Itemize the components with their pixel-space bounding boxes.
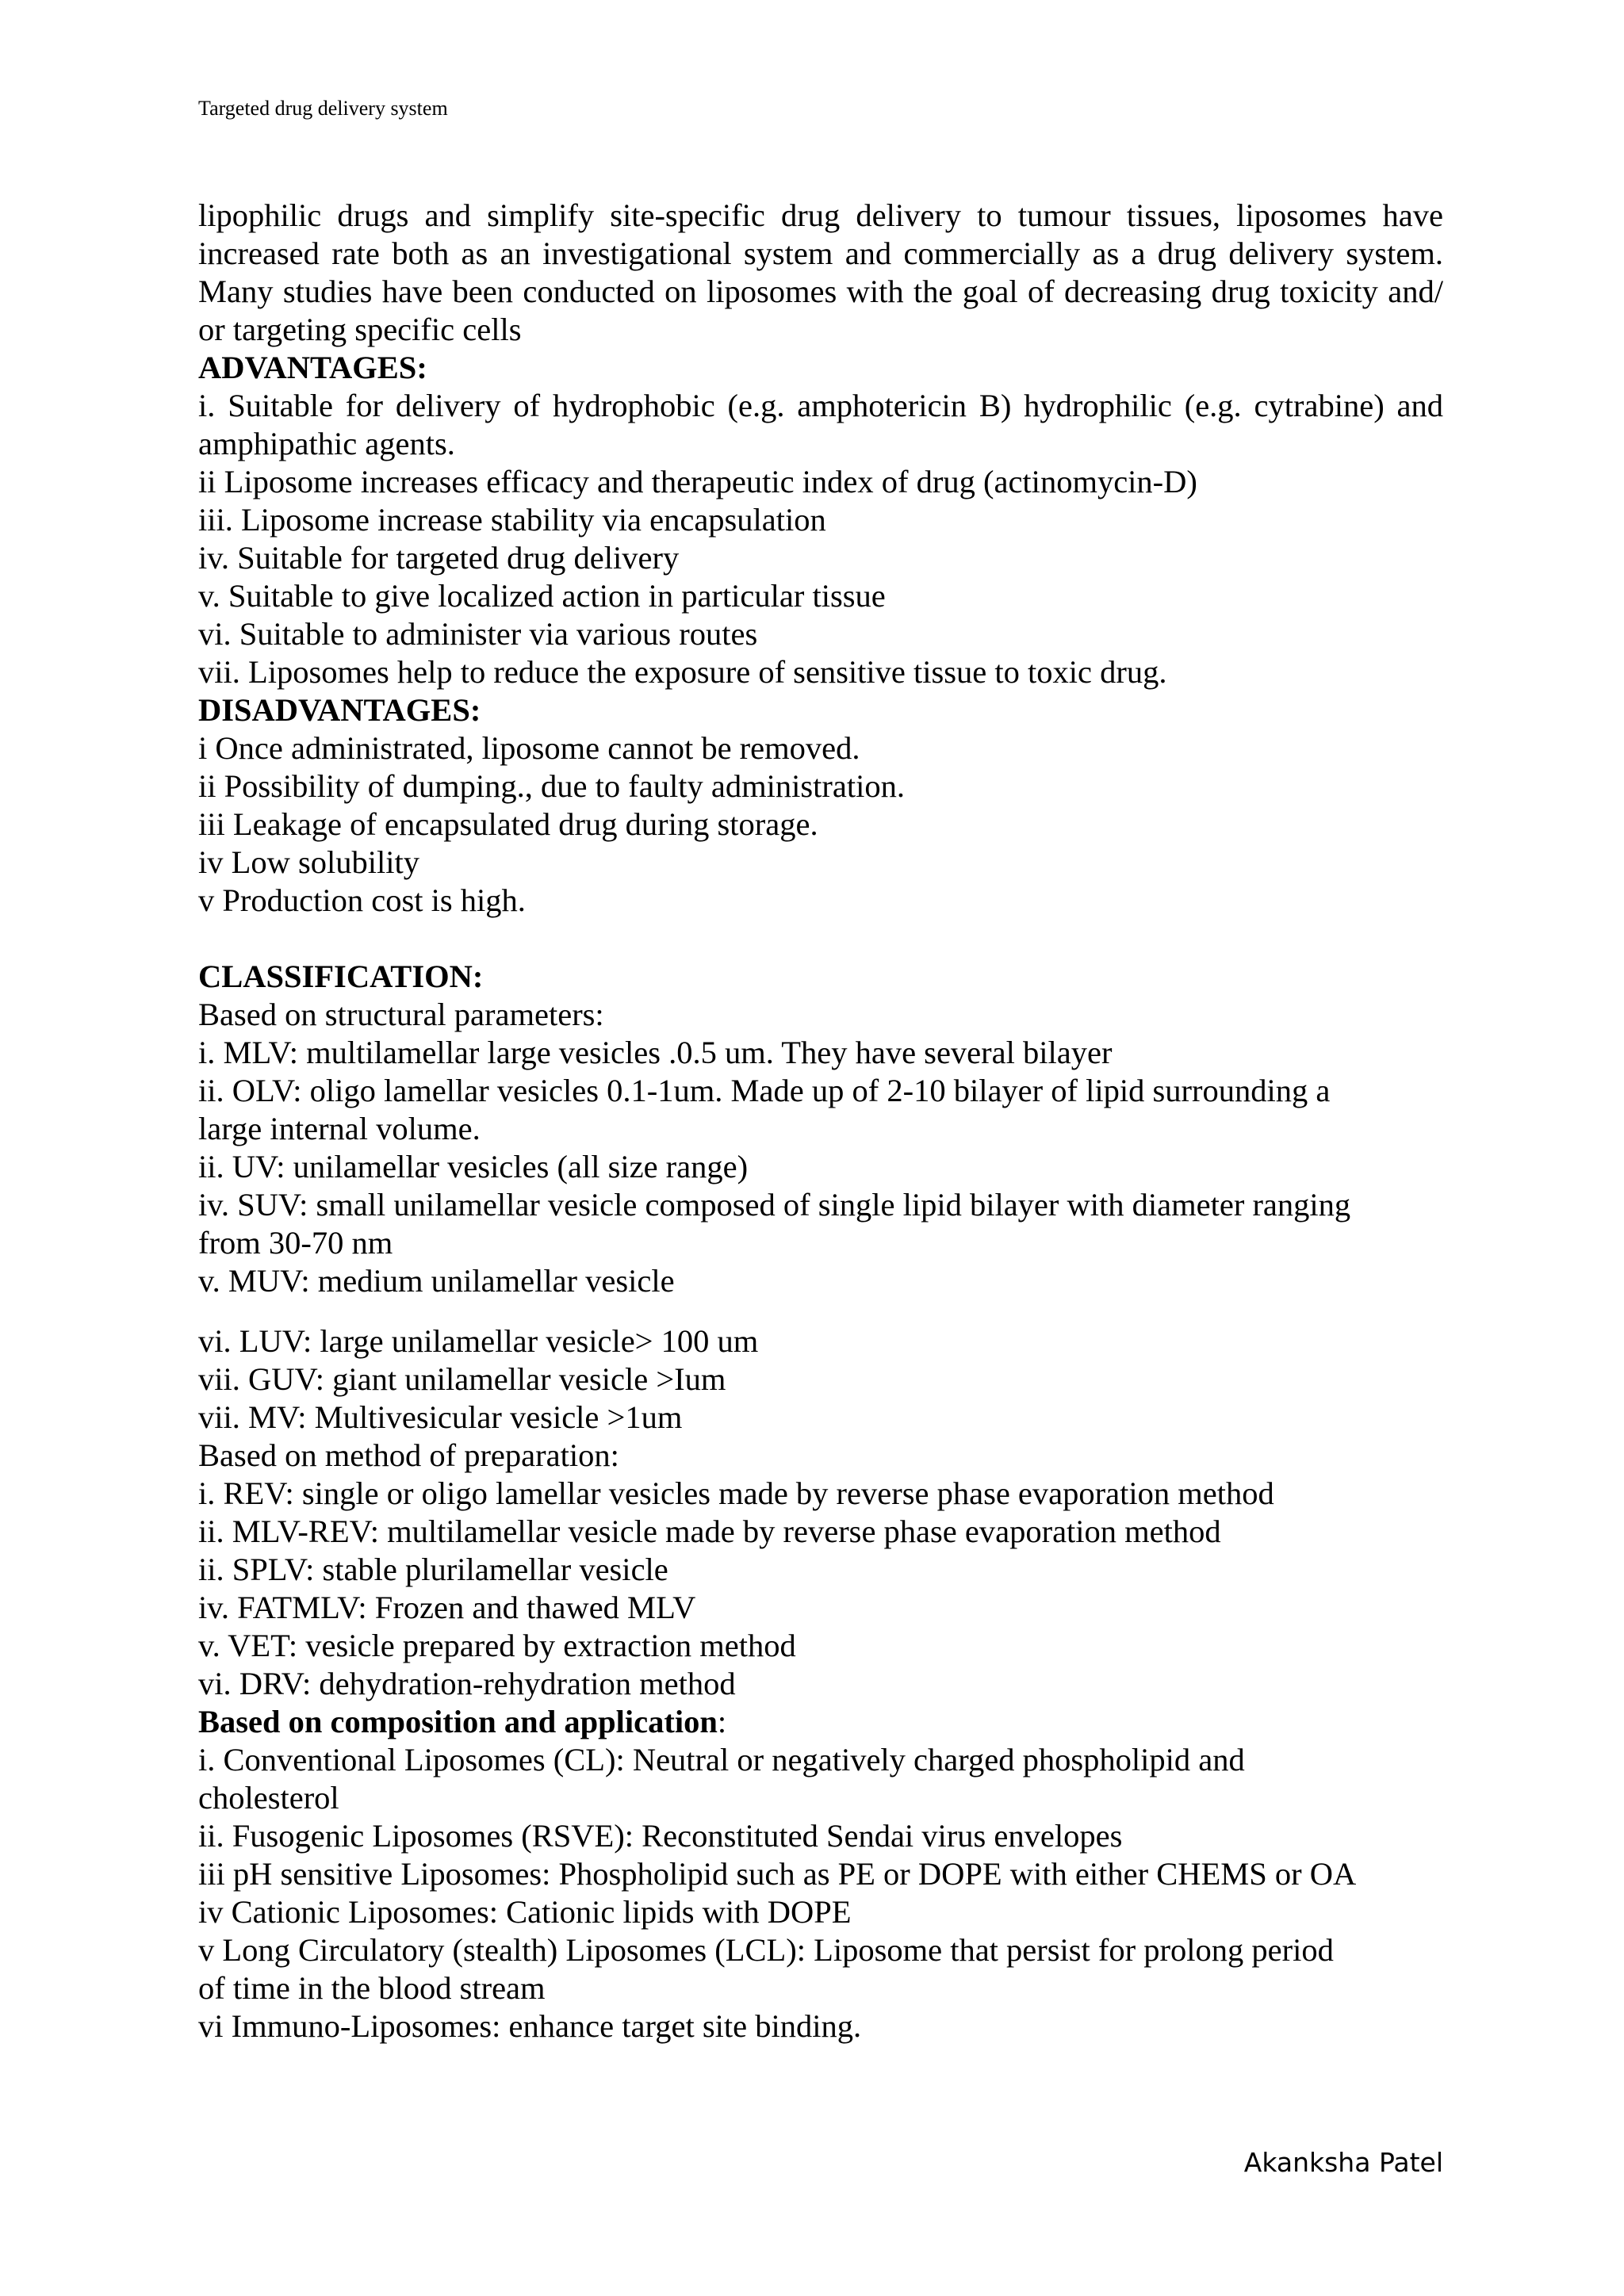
preparation-item: i. REV: single or oligo lamellar vesicles made by reverse phase evaporation method — [198, 1475, 1274, 1511]
composition-subheading-colon: : — [717, 1704, 727, 1739]
preparation-item: vi. DRV: dehydration-rehydration method — [198, 1666, 736, 1701]
structural-item: vii. MV: Multivesicular vesicle >1um — [198, 1399, 683, 1435]
composition-item: iii pH sensitive Liposomes: Phospholipid such as PE or DOPE with either CHEMS or OA — [198, 1856, 1357, 1892]
advantages-item: amphipathic agents. — [198, 426, 455, 461]
composition-subheading-bold: Based on composition and application — [198, 1704, 718, 1739]
preparation-item: iv. FATMLV: Frozen and thawed MLV — [198, 1590, 696, 1625]
structural-item: v. MUV: medium unilamellar vesicle — [198, 1263, 675, 1299]
disadvantages-item: v Production cost is high. — [198, 882, 526, 918]
intro-paragraph — [198, 197, 1443, 349]
advantages-item: i. Suitable for delivery of hydrophobic (e.g. amphotericin B) hydrophilic (e.g. cytrabine) and — [198, 388, 1443, 423]
structural-item: large internal volume. — [198, 1111, 481, 1146]
document-body — [198, 197, 1443, 2045]
advantages-item: vi. Suitable to administer via various routes — [198, 616, 758, 652]
composition-item: iv Cationic Liposomes: Cationic lipids with DOPE — [198, 1894, 852, 1930]
classification-heading: CLASSIFICATION: — [198, 959, 484, 994]
disadvantages-item: iv Low solubility — [198, 844, 420, 880]
structural-item: ii. OLV: oligo lamellar vesicles 0.1-1um. Made up of 2-10 bilayer of lipid surrounding a — [198, 1073, 1331, 1108]
intro-line: or targeting specific cells — [198, 312, 522, 347]
preparation-subheading: Based on method of preparation: — [198, 1437, 619, 1473]
paragraph-spacer — [198, 1300, 1443, 1322]
section-spacer — [198, 920, 1443, 958]
composition-item: of time in the blood stream — [198, 1970, 546, 2006]
composition-item: ii. Fusogenic Liposomes (RSVE): Reconstituted Sendai virus envelopes — [198, 1818, 1123, 1854]
preparation-item: ii. MLV-REV: multilamellar vesicle made by reverse phase evaporation method — [198, 1513, 1221, 1549]
advantages-item: iii. Liposome increase stability via encapsulation — [198, 502, 826, 538]
intro-line: lipophilic drugs and simplify site-specific drug delivery to tumour tissues, liposomes have — [198, 197, 1443, 233]
structural-item: vii. GUV: giant unilamellar vesicle >Ium — [198, 1361, 726, 1397]
preparation-item: ii. SPLV: stable plurilamellar vesicle — [198, 1552, 668, 1587]
structural-item: ii. UV: unilamellar vesicles (all size range) — [198, 1149, 749, 1184]
composition-item: v Long Circulatory (stealth) Liposomes (LCL): Liposome that persist for prolong period — [198, 1932, 1334, 1968]
structural-item: vi. LUV: large unilamellar vesicle> 100 um — [198, 1323, 759, 1359]
composition-item: vi Immuno-Liposomes: enhance target site binding. — [198, 2008, 862, 2044]
intro-line: increased rate both as an investigational system and commercially as a drug delivery system. — [198, 235, 1443, 271]
advantages-item: iv. Suitable for targeted drug delivery — [198, 540, 680, 576]
running-header: Targeted drug delivery system — [198, 97, 448, 120]
advantages-item: v. Suitable to give localized action in particular tissue — [198, 578, 886, 614]
advantages-item: vii. Liposomes help to reduce the exposure of sensitive tissue to toxic drug. — [198, 654, 1167, 690]
structural-item: from 30-70 nm — [198, 1225, 393, 1261]
advantages-heading: ADVANTAGES: — [198, 350, 427, 385]
disadvantages-item: i Once administrated, liposome cannot be removed. — [198, 730, 860, 766]
structural-item: i. MLV: multilamellar large vesicles .0.5 um. They have several bilayer — [198, 1035, 1113, 1070]
footer-author: Akanksha Patel — [1243, 2147, 1443, 2178]
structural-item: iv. SUV: small unilamellar vesicle composed of single lipid bilayer with diameter ranging — [198, 1187, 1351, 1223]
structural-subheading: Based on structural parameters: — [198, 997, 604, 1032]
composition-item: cholesterol — [198, 1780, 339, 1816]
disadvantages-item: iii Leakage of encapsulated drug during storage. — [198, 806, 818, 842]
disadvantages-heading: DISADVANTAGES: — [198, 692, 481, 728]
composition-item: i. Conventional Liposomes (CL): Neutral or negatively charged phospholipid and — [198, 1742, 1245, 1777]
advantages-item: ii Liposome increases efficacy and therapeutic index of drug (actinomycin-D) — [198, 464, 1197, 499]
preparation-item: v. VET: vesicle prepared by extraction method — [198, 1628, 796, 1663]
intro-line: Many studies have been conducted on liposomes with the goal of decreasing drug toxicity and/ — [198, 274, 1443, 309]
composition-subheading — [198, 1703, 1443, 1741]
disadvantages-item: ii Possibility of dumping., due to faulty administration. — [198, 768, 905, 804]
